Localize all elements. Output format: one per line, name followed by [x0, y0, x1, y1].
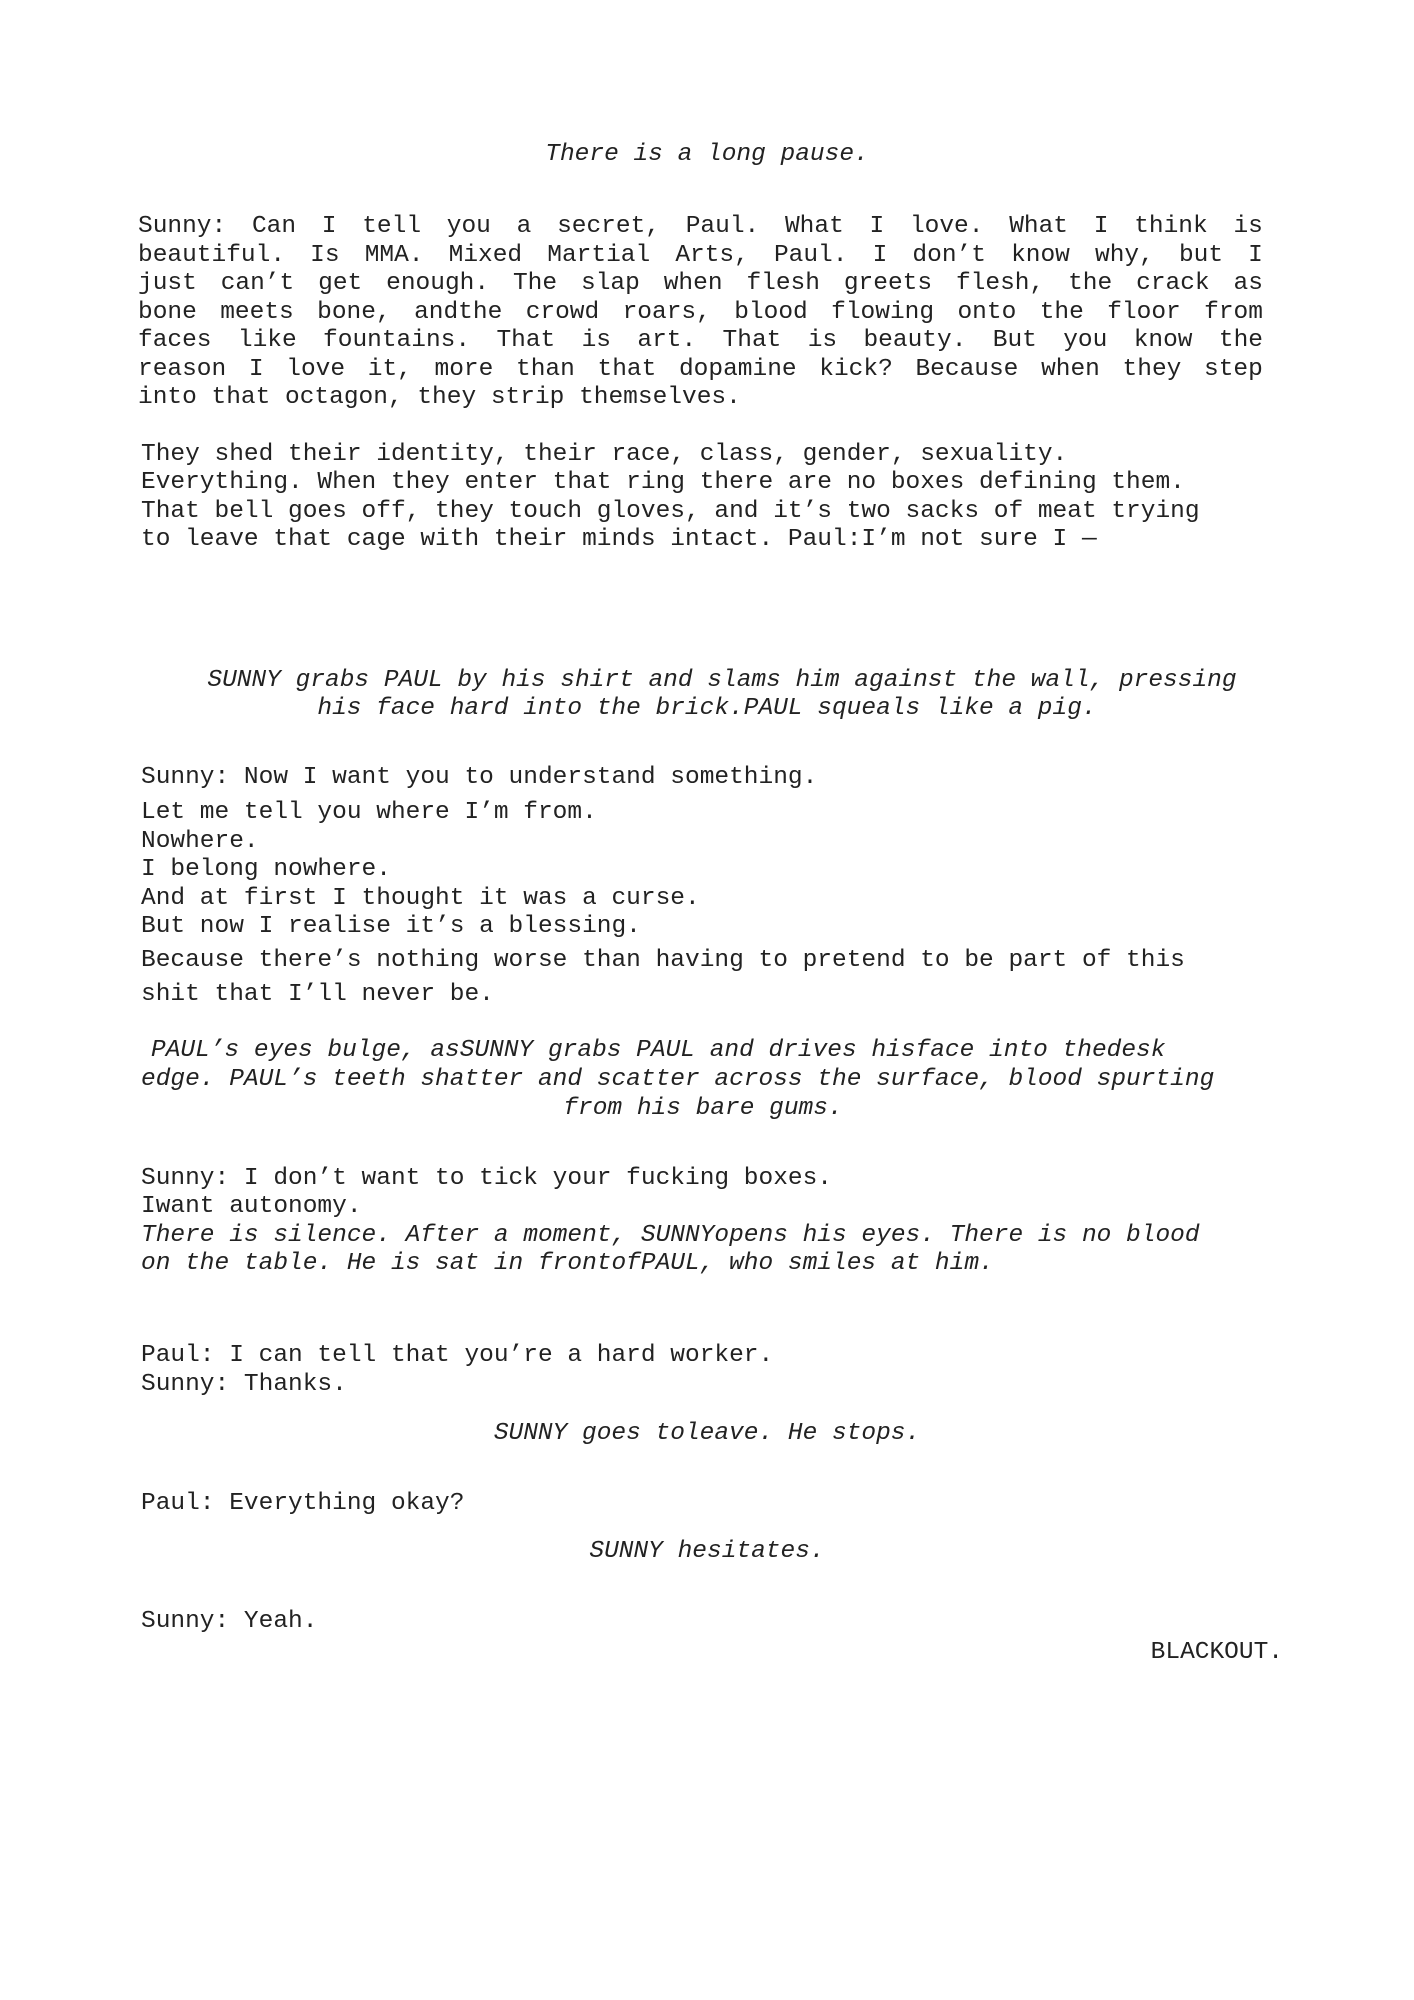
word: the [1068, 270, 1113, 297]
monologue-line: into that octagon, they strip themselves. [138, 384, 741, 411]
word: But [992, 327, 1037, 354]
dialogue-line: Because there’s nothing worse than having to pretend to be part of this [141, 947, 1185, 974]
dialogue-line: I belong nowhere. [141, 856, 391, 883]
word: the [1218, 327, 1263, 354]
word: floor [1107, 299, 1181, 326]
stage-direction-hesitates: SUNNY hesitates. [589, 1538, 825, 1565]
word: Sunny: [138, 213, 227, 240]
word: than [516, 356, 575, 383]
word: MMA. [364, 242, 424, 269]
word: faces [138, 327, 212, 354]
word: they [1122, 356, 1182, 383]
word: can’t [220, 270, 295, 297]
word: think [1134, 213, 1208, 240]
word: get [318, 270, 363, 297]
monologue-line [138, 269, 1263, 298]
word: crack [1136, 270, 1210, 297]
word: What [1009, 213, 1069, 240]
direction-line: SUNNY grabs PAUL by his shirt and slams him against the wall, pressing [207, 667, 1237, 694]
word: love. [909, 213, 984, 240]
dialogue-line: Sunny: Yeah. [141, 1608, 318, 1635]
word: I [869, 213, 885, 240]
direction-line: from his bare gums. [563, 1095, 843, 1122]
word: reason [138, 356, 227, 383]
monologue-line: That bell goes off, they touch gloves, and it’s two sacks of meat trying [141, 498, 1200, 525]
word: as [1233, 270, 1263, 297]
word: slap [581, 270, 640, 297]
word: a [516, 213, 532, 240]
word: don’t [912, 242, 986, 269]
word: step [1204, 356, 1263, 383]
word: it, [367, 356, 412, 383]
word: know [1011, 242, 1070, 269]
dialogue-line: Paul: I can tell that you’re a hard worker. [141, 1342, 774, 1369]
word: Paul. [685, 213, 760, 240]
word: like [237, 327, 297, 354]
word: art. [637, 327, 697, 354]
dialogue-line: Sunny: Now I want you to understand something. [141, 764, 818, 791]
monologue-line [138, 298, 1263, 327]
word: fountains. [323, 327, 471, 354]
word: kick? [819, 356, 893, 383]
word: Mixed [448, 242, 523, 269]
word: secret, [557, 213, 660, 240]
word: Is [310, 242, 340, 269]
word: that [597, 356, 657, 383]
word: meets [220, 299, 294, 326]
word: know [1133, 327, 1193, 354]
stage-direction-leave: SUNNY goes toleave. He stops. [493, 1420, 921, 1447]
word: tell [362, 213, 422, 240]
word: I [872, 242, 888, 269]
dialogue-line: Sunny: Thanks. [141, 1371, 347, 1398]
word: from [1204, 299, 1263, 326]
word: is [1233, 213, 1263, 240]
word: is [581, 327, 612, 354]
blackout-label: BLACKOUT. [1150, 1639, 1283, 1666]
monologue-line [138, 241, 1263, 270]
word: the [1039, 299, 1084, 326]
word: roars, [622, 299, 711, 326]
word: you [446, 213, 491, 240]
dialogue-line: Let me tell you where I’m from. [141, 799, 597, 826]
word: beauty. [863, 327, 967, 354]
word: Can [251, 213, 297, 240]
word: when [1041, 356, 1100, 383]
stage-direction-pause: There is a long pause. [545, 141, 869, 168]
word: just [138, 270, 197, 297]
word: The [512, 270, 558, 297]
word: What [784, 213, 844, 240]
word: Arts, [675, 242, 749, 269]
monologue-line [138, 355, 1263, 384]
direction-line: his face hard into the brick.PAUL squeals like a pig. [317, 695, 1097, 722]
word: enough. [386, 270, 490, 297]
word: I [1248, 242, 1263, 269]
word: why, [1095, 242, 1154, 269]
monologue-line: to leave that cage with their minds intact. Paul:I’m not sure I — [141, 526, 1097, 553]
word: That [496, 327, 556, 354]
word: That [722, 327, 782, 354]
direction-line: on the table. He is sat in frontofPAUL, who smiles at him. [141, 1250, 994, 1277]
word: love [286, 356, 346, 383]
dialogue-line: shit that I’ll never be. [141, 981, 494, 1008]
word: Paul. [773, 242, 848, 269]
direction-line: PAUL’s eyes bulge, asSUNNY grabs PAUL and drives hisface into thedesk [151, 1037, 1166, 1064]
word: more [434, 356, 494, 383]
word: when [663, 270, 723, 297]
word: blood [734, 299, 808, 326]
word: Because [915, 356, 1019, 383]
word: I [1093, 213, 1109, 240]
direction-line: There is silence. After a moment, SUNNYopens his eyes. There is no blood [141, 1222, 1200, 1249]
dialogue-line: But now I realise it’s a blessing. [141, 913, 641, 940]
word: onto [957, 299, 1017, 326]
word: andthe [414, 299, 503, 326]
word: bone [138, 299, 197, 326]
word: flesh, [955, 270, 1045, 297]
dialogue-line: Paul: Everything okay? [141, 1490, 465, 1517]
word: is [807, 327, 838, 354]
word: bone, [317, 299, 391, 326]
dialogue-line: And at first I thought it was a curse. [141, 885, 700, 912]
dialogue-line: Sunny: I don’t want to tick your fucking boxes. [141, 1165, 833, 1192]
word: beautiful. [138, 242, 286, 269]
monologue-line [138, 212, 1263, 241]
word: you [1063, 327, 1108, 354]
monologue-line [138, 326, 1263, 355]
dialogue-line: Iwant autonomy. [141, 1193, 362, 1220]
word: greets [843, 270, 933, 297]
word: flesh [746, 270, 820, 297]
word: but [1178, 242, 1224, 269]
word: flowing [831, 299, 935, 326]
dialogue-line: Nowhere. [141, 828, 259, 855]
word: dopamine [678, 356, 797, 383]
word: I [321, 213, 337, 240]
word: crowd [525, 299, 600, 326]
monologue-line: Everything. When they enter that ring there are no boxes defining them. [141, 469, 1185, 496]
word: I [248, 356, 264, 383]
direction-line: edge. PAUL’s teeth shatter and scatter across the surface, blood spurting [141, 1066, 1215, 1093]
word: Martial [547, 242, 651, 269]
monologue-line: They shed their identity, their race, class, gender, sexuality. [141, 441, 1068, 468]
